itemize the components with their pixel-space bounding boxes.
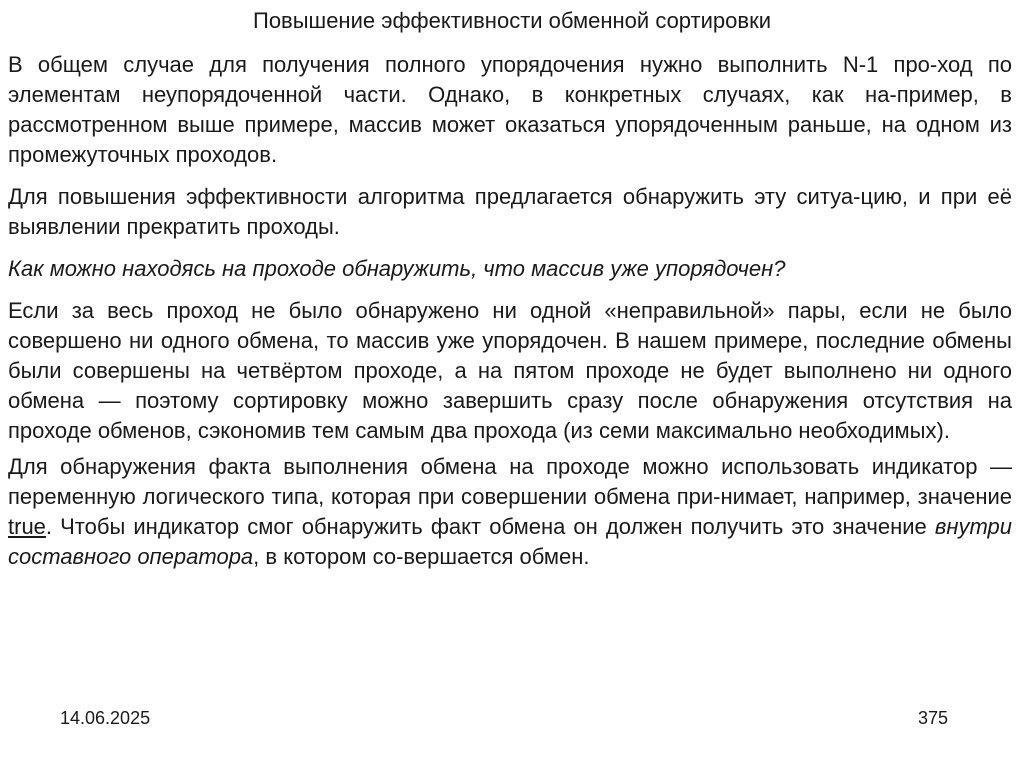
slide-content — [8, 50, 1012, 584]
compound-operator-phrase: внутри составного оператора — [8, 514, 1012, 569]
footer-date: 14.06.2025 — [60, 708, 151, 728]
indicator-text-part2: . Чтобы индикатор смог обнаружить факт обмена он должен получить это значение — [45, 514, 935, 539]
indicator-text-part1: Для обнаружения факта выполнения обмена на проходе можно использовать индикатор — переменную логического типа, которая при совершении обмена при-нимает, например, значение — [8, 454, 1012, 509]
paragraph-intro: В общем случае для получения полного упорядочения нужно выполнить N-1 про-ход по элементам неупорядоченной части. Однако, в конкретных случаях, как на-пример, в рассмотренном выше примере, массив может оказаться упорядоченным раньше, на одном из промежуточных проходов. — [8, 52, 1012, 167]
paragraph-indicator — [8, 452, 1012, 572]
paragraph-question: Как можно находясь на проходе обнаружить, что массив уже упорядочен? — [8, 256, 786, 281]
slide-title: Повышение эффективности обменной сортировки — [253, 8, 771, 33]
paragraph-answer: Если за весь проход не было обнаружено ни одной «неправильной» пары, если не было совершено ни одного обмена, то массив уже упорядочен. В нашем примере, последние обмены были совершены на четвёртом проходе, а на пятом проходе не будет выполнено ни одного обмена — поэтому сортировку можно завершить сразу после обнаружения отсутствия на проходе обменов, сэкономив тем самым два прохода (из семи максимально необходимых). — [8, 298, 1012, 443]
paragraph-proposal: Для повышения эффективности алгоритма предлагается обнаружить эту ситуа-цию, и при её выявлении прекратить проходы. — [8, 184, 1012, 239]
page-number: 375 — [918, 708, 949, 728]
indicator-text-part3: , в котором со-вершается обмен. — [253, 544, 590, 569]
true-keyword: true — [8, 514, 46, 539]
